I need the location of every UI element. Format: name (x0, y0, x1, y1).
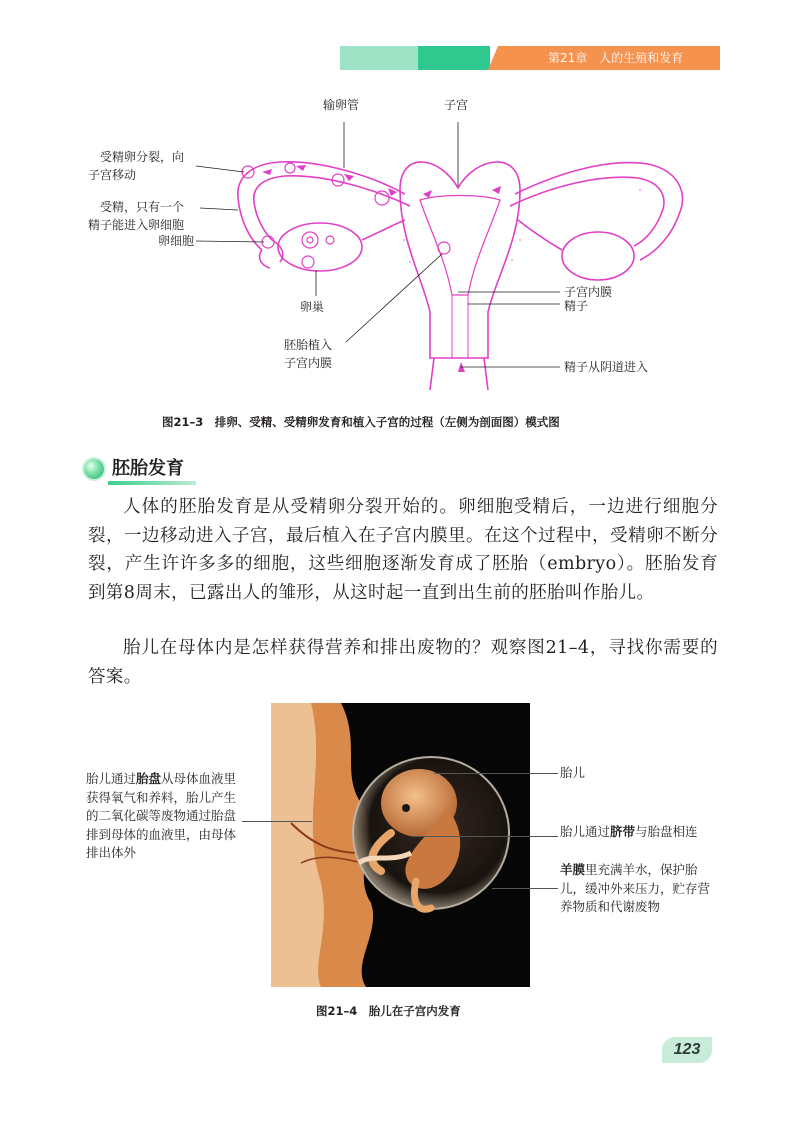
label-zygote-move-1: 受精卵分裂，向 (100, 150, 185, 164)
label-oviduct: 输卵管 (323, 98, 360, 112)
fetus-label: 胎儿 (560, 765, 586, 780)
label-endometrium: 子宫内膜 (564, 285, 613, 299)
label-sperm: 精子 (564, 299, 589, 313)
reproductive-diagram (0, 90, 800, 400)
placenta-text-pre: 胎儿通过 (86, 771, 137, 786)
leader-placenta (242, 821, 312, 822)
header-band-mid (418, 46, 490, 70)
section-underline (108, 481, 196, 485)
label-uterus: 子宫 (444, 98, 469, 112)
header-band-light (340, 46, 418, 70)
figure-21-3-caption: 图21–3 排卵、受精、受精卵发育和植入子宫的过程（左侧为剖面图）模式图 (162, 415, 560, 429)
section-title: 胚胎发育 (112, 458, 184, 479)
cord-text-post: 与胎盘相连 (635, 824, 698, 839)
label-egg: 卵细胞 (158, 234, 195, 248)
label-implant-1: 胚胎植入 (284, 338, 333, 352)
figure-21-3 (0, 90, 800, 400)
page-number: 123 (673, 1041, 701, 1058)
fetus-photo (271, 703, 530, 987)
label-implant-2: 子宫内膜 (284, 356, 333, 370)
paragraph-question: 胎儿在母体内是怎样获得营养和排出废物的？观察图21–4，寻找你需要的答案。 (88, 638, 718, 687)
amnion-text-post: 里充满羊水，保护胎儿，缓冲外来压力，贮存营养物质和代谢废物 (560, 862, 711, 914)
leader-amnion (492, 888, 558, 889)
leader-cord (412, 836, 558, 837)
leader-fetus (434, 773, 558, 774)
cord-term: 脐带 (610, 824, 636, 839)
amnion-description (560, 861, 712, 917)
placenta-term: 胎盘 (136, 771, 162, 786)
fetus-illustration (271, 703, 530, 987)
cord-description (560, 823, 710, 842)
label-fertilize-2: 精子能进入卵细胞 (88, 218, 185, 232)
label-sperm-enter: 精子从阴道进入 (564, 360, 649, 374)
cord-text-pre: 胎儿通过 (560, 824, 611, 839)
placenta-text-post: 从母体血液里获得氧气和养料，胎儿产生的二氧化碳等废物通过胎盘排到母体的血液里，由母体排出体外 (86, 771, 237, 860)
amnion-term: 羊膜 (560, 862, 586, 877)
label-zygote-move-2: 子宫移动 (88, 168, 137, 182)
chapter-title: 第21章 人的生殖和发育 (548, 51, 684, 65)
placenta-description (86, 770, 240, 863)
label-fertilize-1: 受精，只有一个 (100, 200, 185, 214)
label-ovary: 卵巢 (300, 300, 325, 314)
section-bullet-icon (84, 459, 104, 479)
figure-21-4-caption: 图21–4 胎儿在子宫内发育 (316, 1004, 461, 1018)
paragraph-embryo: 人体的胚胎发育是从受精卵分裂开始的。卵细胞受精后，一边进行细胞分裂，一边移动进入子宫，最后植入在子宫内膜里。在这个过程中，受精卵不断分裂，产生许许多多的细胞，这些细胞逐渐发育成了胚胎（embryo）。胚胎发育到第8周末，已露出人的雏形，从这时起一直到出生前的胚胎叫作胎儿。 (88, 497, 718, 603)
